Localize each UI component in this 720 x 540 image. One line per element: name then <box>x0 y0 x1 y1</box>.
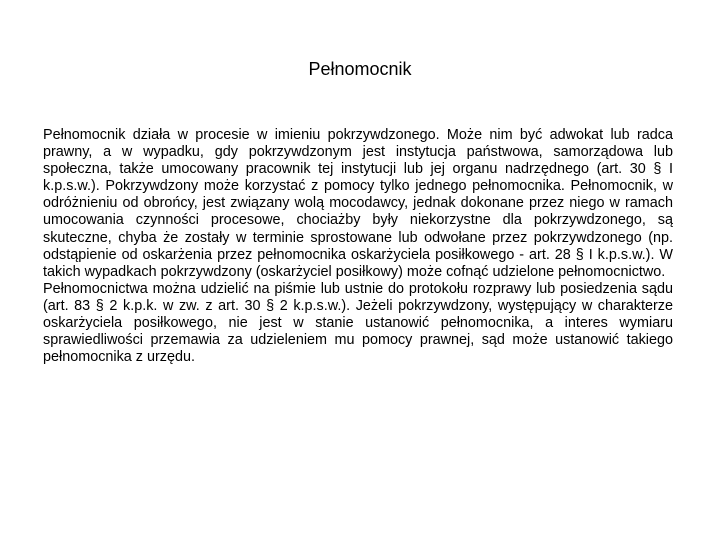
paragraph-2: Pełnomocnictwa można udzielić na piśmie lub ustnie do protokołu rozprawy lub posiedzenia sądu (art. 83 § 2 k.p.k. w zw. z art. 30 § 2 k.p.s.w.). Jeżeli pokrzywdzony, występujący w charakterze oskarżyciela posiłkowego, nie jest w stanie ustanowić pełnomocnika, a interes wymiaru sprawiedliwości przemawia za udzieleniem mu pomocy prawnej, sąd może ustanowić takiego pełnomocnika z urzędu. <box>43 280 673 366</box>
paragraph-1: Pełnomocnik działa w procesie w imieniu pokrzywdzonego. Może nim być adwokat lub radca prawny, a w wypadku, gdy pokrzywdzonym jest instytucja państwowa, samorządowa lub społeczna, także umocowany pracownik tej instytucji lub jej organu nadrzędnego (art. 30 § I k.p.s.w.). Pokrzywdzony może korzystać z pomocy tylko jednego pełnomocnika. Pełnomocnik, w odróżnieniu od obrońcy, jest związany wolą mocodawcy, jednak dokonane przez niego w ramach umocowania czynności procesowe, chociażby były niekorzystne dla pokrzywdzonego, są skuteczne, chyba że zostały w terminie sprostowane lub odwołane przez pokrzywdzonego (np. odstąpienie od oskarżenia przez pełnomocnika oskarżyciela posiłkowego - art. 28 § I k.p.s.w.). W takich wypadkach pokrzywdzony (oskarżyciel posiłkowy) może cofnąć udzielone pełnomocnictwo. <box>43 127 673 280</box>
slide-body <box>43 127 673 366</box>
slide-title: Pełnomocnik <box>308 59 412 79</box>
